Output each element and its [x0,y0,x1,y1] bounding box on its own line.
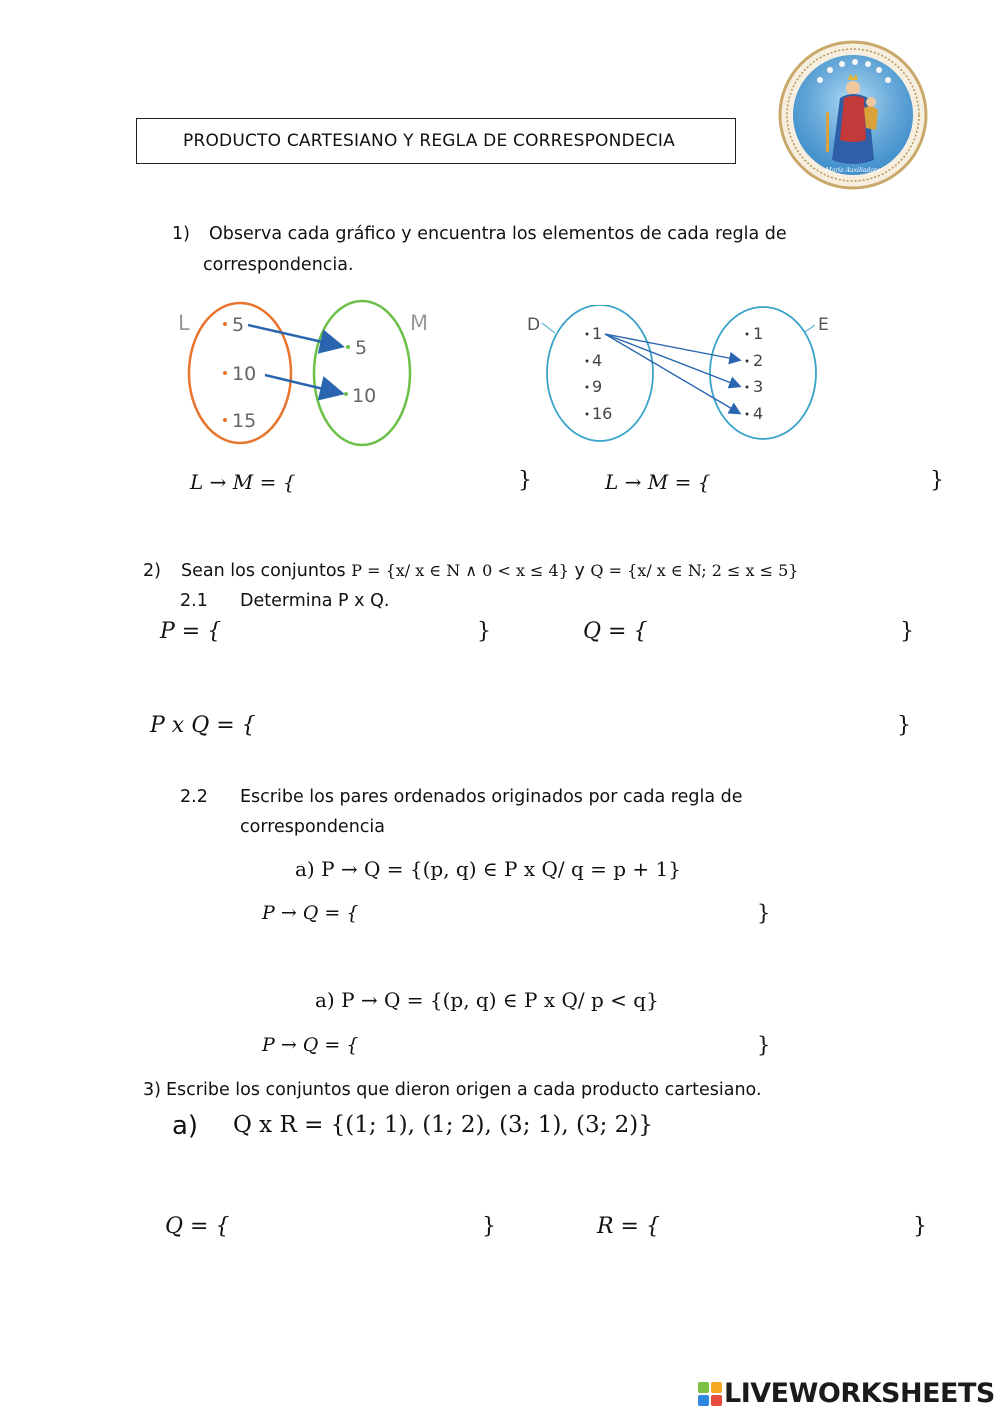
q2-sub2-line2: correspondencia [240,817,385,837]
q3-r-close: } [913,1214,927,1239]
q-set-field[interactable] [655,622,890,650]
q3-number: 3) [143,1080,161,1100]
q1-text-line1: Observa cada gráfico y encuentra los elementos de cada regla de [209,224,787,244]
rule-a1-field[interactable] [370,904,745,930]
q3-item-letter: a) [172,1111,199,1141]
rule-a1-answer-label: P → Q = { [262,902,359,924]
e-element: 1 [753,324,764,343]
q-set-label: Q = { [583,619,648,644]
set-e-label: E [818,315,829,335]
m-element: 10 [352,385,377,407]
pxq-field[interactable] [270,716,880,744]
d-element: 16 [592,404,613,423]
rule-a2: a) P → Q = {(p, q) ∈ P x Q/ p < q} [315,988,659,1012]
p-set-field[interactable] [230,622,470,650]
q2-sub1-number: 2.1 [180,591,208,611]
mapping-arrow [248,325,340,346]
mapping-arrow [265,375,340,393]
q1-answer2-field[interactable] [715,472,915,498]
liveworksheets-logo-icon [698,1382,722,1406]
rule-a1-close: } [757,901,771,925]
l-element: 10 [232,363,257,385]
pxq-label: P x Q = { [150,713,256,738]
rule-a2-answer-label: P → Q = { [262,1034,359,1056]
q2-statement: Sean los conjuntos P = {x/ x ∈ N ∧ 0 < x ≤ 4} y Q = {x/ x ∈ N; 2 ≤ x ≤ 5} [181,561,799,581]
page-title: PRODUCTO CARTESIANO Y REGLA DE CORRESPONDECIA [183,131,675,151]
p-set-label: P = { [160,619,222,644]
diagram-l-to-m [170,295,450,455]
school-seal-logo [778,40,928,190]
q1-text-line2: correspondencia. [203,255,354,275]
d-element: 4 [592,351,603,370]
q2-sub2-line1: Escribe los pares ordenados originados por cada regla de [240,787,743,807]
q1-answer1-label: L → M = { [190,470,296,494]
set-l-label: L [178,311,190,335]
q2-sub1-text: Determina P x Q. [240,591,390,611]
q1-answer1-field[interactable] [300,472,500,498]
q3-product: Q x R = {(1; 1), (1; 2), (3; 1), (3; 2)} [233,1112,653,1138]
q2-sub2-number: 2.2 [180,787,208,807]
q3-q-label: Q = { [165,1214,230,1239]
e-element: 4 [753,404,764,423]
set-m-ellipse [314,301,410,445]
liveworksheets-wordmark: LIVEWORKSHEETS [724,1378,995,1409]
title-box [136,118,736,164]
rule-a1: a) P → Q = {(p, q) ∈ P x Q/ q = p + 1} [295,857,681,881]
q3-r-field[interactable] [668,1217,903,1245]
q1-answer2-label: L → M = { [605,470,711,494]
set-d-label: D [527,315,541,335]
p-set-close: } [477,619,491,644]
q1-number: 1) [172,224,190,244]
e-element: 2 [753,351,764,370]
q1-answer2-close: } [930,468,944,493]
l-element: 15 [232,410,257,432]
rule-a2-field[interactable] [370,1036,745,1062]
mapping-arrow [605,334,739,413]
e-element: 3 [753,377,764,396]
seal-text: María Auxiliadora [825,167,881,174]
diagram-d-to-e [525,305,845,445]
q3-r-label: R = { [597,1214,660,1239]
d-element: 1 [592,324,603,343]
d-element: 9 [592,377,603,396]
pxq-close: } [897,713,911,738]
m-element: 5 [355,337,368,359]
l-element: 5 [232,314,245,336]
set-m-label: M [410,311,429,335]
mapping-arrow [605,334,739,386]
q-set-close: } [900,619,914,644]
q2-number: 2) [143,561,161,581]
q3-text: Escribe los conjuntos que dieron origen a cada producto cartesiano. [166,1080,762,1100]
rule-a2-close: } [757,1033,771,1057]
q3-q-close: } [482,1214,496,1239]
q1-answer1-close: } [518,468,532,493]
q3-q-field[interactable] [237,1217,472,1245]
